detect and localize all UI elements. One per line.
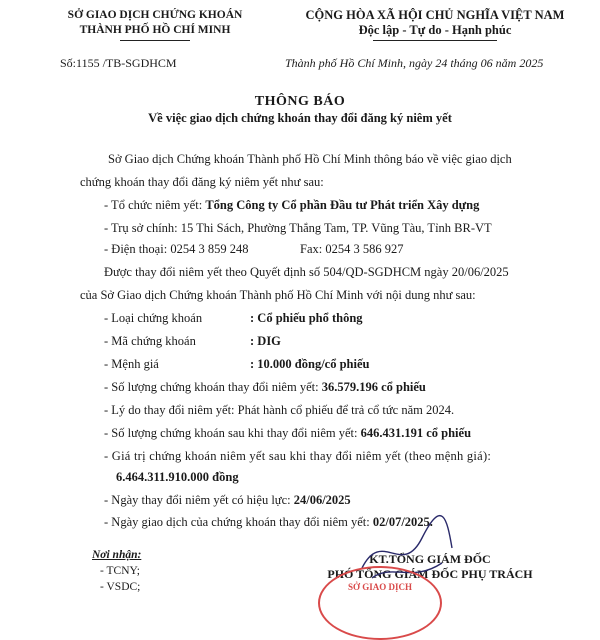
- issuer-fax-label: Fax:: [300, 242, 323, 256]
- detail-after-qty-value: 646.431.191 cổ phiếu: [360, 426, 472, 440]
- detail-changed-qty-value: 36.579.196 cổ phiếu: [321, 380, 426, 394]
- detail-code-value: : DIG: [250, 334, 281, 348]
- issuer-org: [104, 198, 479, 213]
- detail-type-value: : Cổ phiếu phổ thông: [250, 311, 363, 325]
- issuer-org-label: - Tổ chức niêm yết:: [104, 198, 203, 212]
- detail-value-value: 6.464.311.910.000 đồng: [116, 470, 239, 484]
- detail-changed-qty: [104, 380, 426, 395]
- detail-effective: [104, 493, 351, 508]
- detail-after-qty: [104, 426, 471, 441]
- motto-underline: [373, 40, 497, 41]
- issuer-phone-value: 0254 3 859 248: [170, 242, 249, 256]
- detail-trade-label: - Ngày giao dịch của chứng khoán thay đổi niêm yết:: [104, 515, 370, 529]
- date-line: Thành phố Hồ Chí Minh, ngày 24 tháng 06 năm 2025: [285, 56, 544, 70]
- org-line-2: THÀNH PHỐ HỒ CHÍ MINH: [79, 24, 231, 36]
- decision-line-1: Được thay đổi niêm yết theo Quyết định số 504/QD-SGDHCM ngày 20/06/2025: [104, 265, 509, 279]
- detail-after-qty-label: - Số lượng chứng khoán sau khi thay đổi niêm yết:: [104, 426, 358, 440]
- detail-value-label: - Giá trị chứng khoán niêm yết sau khi thay đổi niêm yết (theo mệnh giá):: [104, 449, 492, 463]
- document-subtitle: Về việc giao dịch chứng khoán thay đổi đăng ký niêm yết: [148, 111, 452, 125]
- detail-changed-qty-label: - Số lượng chứng khoán thay đổi niêm yết:: [104, 380, 319, 394]
- org-underline: [120, 40, 190, 41]
- issuer-hq: [104, 221, 492, 236]
- issuer-fax: [300, 242, 403, 257]
- intro-line-1: Sở Giao dịch Chứng khoán Thành phố Hồ Chí Minh thông báo về việc giao dịch: [108, 152, 512, 166]
- signature-title-2: PHÓ TỔNG GIÁM ĐỐC PHỤ TRÁCH: [327, 567, 533, 581]
- issuer-org-value: Tổng Công ty Cổ phần Đầu tư Phát triển Xây dựng: [205, 198, 480, 212]
- nation-line-1: CỘNG HÒA XÃ HỘI CHỦ NGHĨA VIỆT NAM: [305, 8, 565, 22]
- detail-code-label: - Mã chứng khoán: [104, 334, 196, 348]
- decision-line-2: của Sở Giao dịch Chứng khoán Thành phố Hồ Chí Minh với nội dung như sau:: [80, 288, 476, 302]
- detail-reason-value: Phát hành cổ phiếu để trả cổ tức năm 2024.: [237, 403, 455, 417]
- detail-reason-label: - Lý do thay đổi niêm yết:: [104, 403, 235, 417]
- nation-line-2: Độc lập - Tự do - Hạnh phúc: [358, 23, 512, 37]
- signature-title-1: KT.TỔNG GIÁM ĐỐC: [369, 552, 491, 566]
- national-motto: [280, 8, 590, 38]
- recipient-item: - TCNY;: [100, 565, 140, 577]
- detail-par-label: - Mệnh giá: [104, 357, 159, 371]
- issuer-hq-label: - Trụ sở chính:: [104, 221, 178, 235]
- detail-type-label: - Loại chứng khoán: [104, 311, 203, 325]
- stamp-text: SỞ GIAO DỊCH: [347, 582, 412, 592]
- issuer-fax-value: 0254 3 586 927: [325, 242, 404, 256]
- detail-par-value: : 10.000 đồng/cổ phiếu: [250, 357, 370, 371]
- detail-effective-label: - Ngày thay đổi niêm yết có hiệu lực:: [104, 493, 291, 507]
- document-number: Số:1155 /TB-SGDHCM: [60, 56, 177, 70]
- recipient-item: - VSDC;: [100, 581, 141, 593]
- detail-trade-value: 02/07/2025.: [372, 515, 433, 529]
- issuer-phone: [104, 242, 248, 257]
- recipients-title: Nơi nhận:: [92, 549, 142, 561]
- issuer-phone-label: - Điện thoại:: [104, 242, 168, 256]
- intro-line-2: chứng khoán thay đổi đăng ký niêm yết như sau:: [80, 175, 324, 189]
- detail-effective-value: 24/06/2025: [293, 493, 351, 507]
- org-line-1: SỞ GIAO DỊCH CHỨNG KHOÁN: [67, 9, 243, 21]
- issuer-hq-value: 15 Thi Sách, Phường Thắng Tam, TP. Vũng Tàu, Tỉnh BR-VT: [180, 221, 492, 235]
- issuing-organization: [30, 8, 280, 38]
- official-stamp: [318, 566, 442, 640]
- detail-reason: [104, 403, 454, 418]
- document-title: THÔNG BÁO: [254, 94, 346, 109]
